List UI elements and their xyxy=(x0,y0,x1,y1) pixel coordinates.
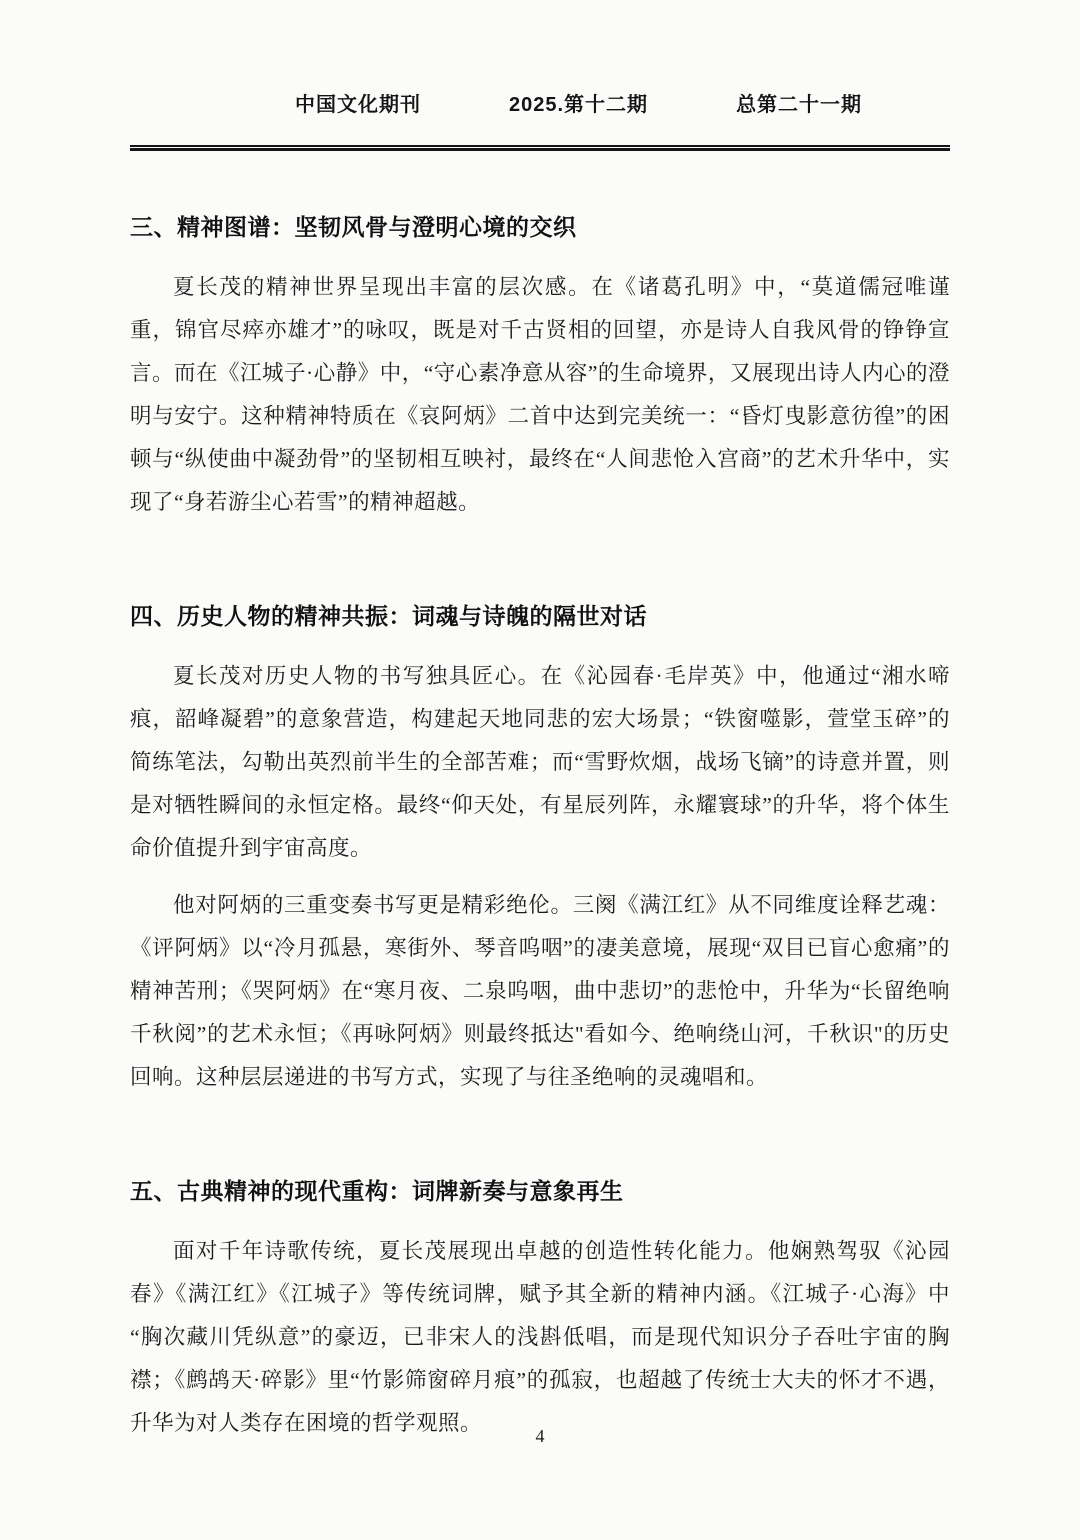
running-head xyxy=(130,0,950,117)
section-three xyxy=(130,209,950,524)
section-four-paragraph-1: 夏长茂对历史人物的书写独具匠心。在《沁园春·毛岸英》中，他通过“湘水啼痕，韶峰凝碧”的意象营造，构建起天地同悲的宏大场景；“铁窗噬影，萱堂玉碎”的简练笔法，勾勒出英烈前半生的全部苦难；而“雪野炊烟，战场飞镝”的诗意并置，则是对牺牲瞬间的永恒定格。最终“仰天处，有星辰列阵，永耀寰球”的升华，将个体生命价值提升到宇宙高度。 xyxy=(130,664,950,860)
issue-label: 2025.第十二期 xyxy=(509,94,649,116)
section-five-paragraph: 面对千年诗歌传统，夏长茂展现出卓越的创造性转化能力。他娴熟驾驭《沁园春》《满江红》《江城子》等传统词牌，赋予其全新的精神内涵。《江城子·心海》中“胸次藏川凭纵意”的豪迈，已非宋人的浅斟低唱，而是现代知识分子吞吐宇宙的胸襟；《鹧鸪天·碎影》里“竹影筛窗碎月痕”的孤寂，也超越了传统士大夫的怀才不遇，升华为对人类存在困境的哲学观照。 xyxy=(130,1239,950,1435)
page-number: 4 xyxy=(535,1426,545,1446)
volume-label: 总第二十一期 xyxy=(736,94,863,116)
section-four-heading: 四、历史人物的精神共振：词魂与诗魄的隔世对话 xyxy=(130,603,647,629)
header-divider xyxy=(130,145,950,151)
section-four xyxy=(130,598,950,1099)
section-five xyxy=(130,1173,950,1445)
section-three-paragraph: 夏长茂的精神世界呈现出丰富的层次感。在《诸葛孔明》中，“莫道儒冠唯谨重，锦官尽瘁亦雄才”的咏叹，既是对千古贤相的回望，亦是诗人自我风骨的铮铮宣言。而在《江城子·心静》中，“守心素净意从容”的生命境界，又展现出诗人内心的澄明与安宁。这种精神特质在《哀阿炳》二首中达到完美统一：“昏灯曳影意彷徨”的困顿与“纵使曲中凝劲骨”的坚韧相互映衬，最终在“人间悲怆入宫商”的艺术升华中，实现了“身若游尘心若雪”的精神超越。 xyxy=(130,275,950,514)
section-five-heading: 五、古典精神的现代重构：词牌新奏与意象再生 xyxy=(130,1178,624,1204)
section-three-heading: 三、精神图谱：坚韧风骨与澄明心境的交织 xyxy=(130,214,577,240)
section-four-paragraph-2: 他对阿炳的三重变奏书写更是精彩绝伦。三阕《满江红》从不同维度诠释艺魂：《评阿炳》以“冷月孤悬，寒街外、琴音呜咽”的凄美意境，展现“双目已盲心愈痛”的精神苦刑；《哭阿炳》在“寒月夜、二泉呜咽，曲中悲切”的悲怆中，升华为“长留绝响千秋阅”的艺术永恒；《再咏阿炳》则最终抵达"看如今、绝响绕山河，千秋识"的历史回响。这种层层递进的书写方式，实现了与往圣绝响的灵魂唱和。 xyxy=(130,893,950,1089)
journal-title: 中国文化期刊 xyxy=(295,94,421,116)
